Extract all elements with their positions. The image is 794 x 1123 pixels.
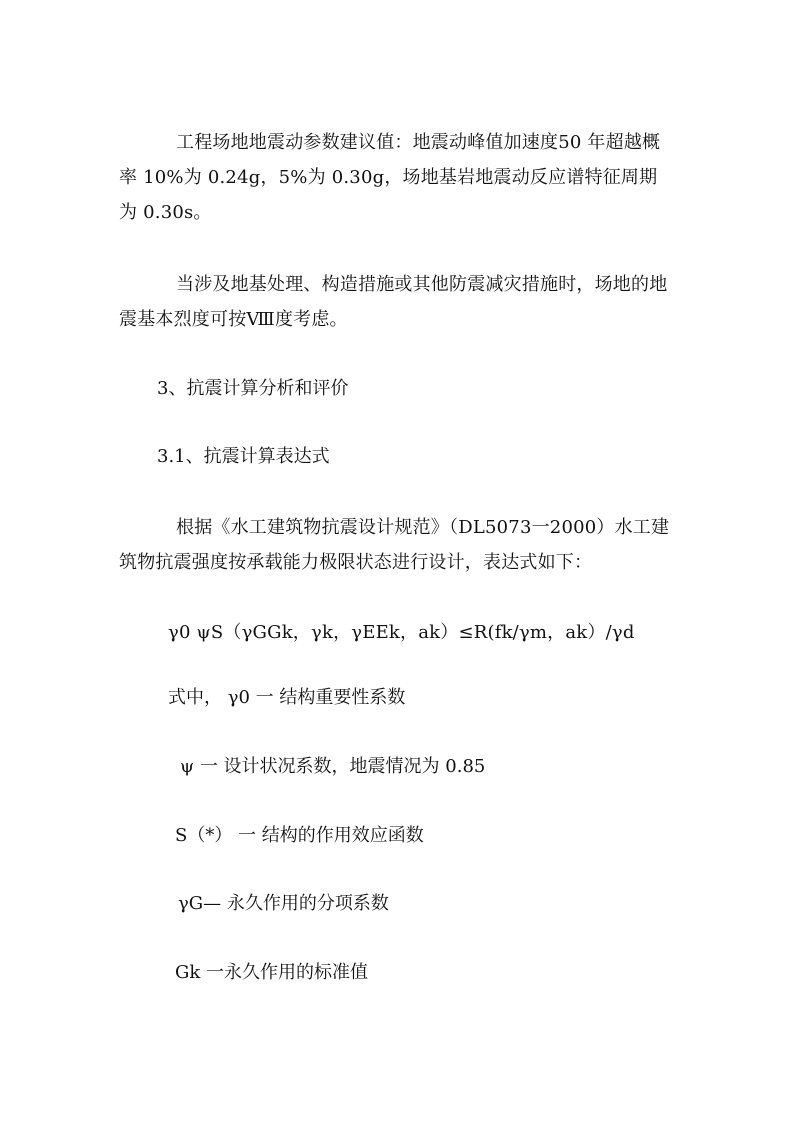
definition-gk: Gk 一永久作用的标准值 <box>175 962 369 983</box>
section-heading-3-1: 3.1、抗震计算表达式 <box>157 446 330 467</box>
paragraph-design-code: 根据《水工建筑物抗震设计规范》（DL5073一2000）水工建筑物抗震强度按承载能力极限状态进行设计，表达式如下： <box>119 517 670 573</box>
paragraph-foundation-intensity: 当涉及地基处理、构造措施或其他防震减灾措施时，场地的地震基本烈度可按Ⅷ度考虑。 <box>119 274 668 330</box>
paragraph-seismic-parameters: 工程场地地震动参数建议值：地震动峰值加速度50 年超越概率 10%为 0.24g，5%为 0.30g，场地基岩地震动反应谱特征周期为 0.30s。 <box>119 132 661 223</box>
definition-s-function: S（*） 一 结构的作用效应函数 <box>175 825 424 846</box>
formula-expression: γ0 ψS（γGGk，γk，γEEk，ak）≤R(fk/γm，ak）/γd <box>168 622 635 643</box>
definition-gamma-g: γG— 永久作用的分项系数 <box>178 893 389 914</box>
section-heading-3: 3、抗震计算分析和评价 <box>157 378 349 399</box>
definition-gamma-0: 式中， γ0 一 结构重要性系数 <box>168 687 406 708</box>
definition-psi: ψ 一 设计状况系数，地震情况为 0.85 <box>180 756 486 777</box>
